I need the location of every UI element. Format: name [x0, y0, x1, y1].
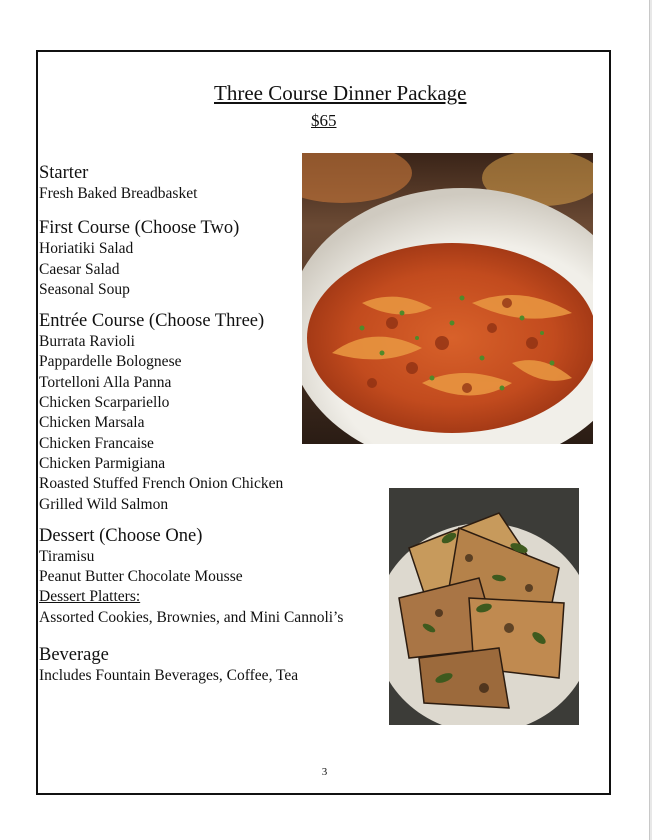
- menu-price: $65: [311, 111, 337, 130]
- menu-item: Includes Fountain Beverages, Coffee, Tea: [39, 667, 299, 685]
- menu-item: Chicken Parmigiana: [39, 454, 166, 472]
- menu-item: Pappardelle Bolognese: [39, 353, 182, 371]
- pasta-photo: [302, 153, 593, 444]
- section-dessert: [39, 525, 389, 628]
- menu-item: Assorted Cookies, Brownies, and Mini Cannoli’s: [39, 608, 344, 626]
- menu-item: Chicken Francaise: [39, 434, 154, 452]
- menu-item: Chicken Scarpariello: [39, 394, 170, 412]
- menu-item: Tiramisu: [39, 547, 95, 565]
- menu-item: Horiatiki Salad: [39, 240, 134, 258]
- section-beverage: [39, 644, 389, 686]
- menu-subheading: Dessert Platters:: [39, 588, 141, 606]
- menu-item: Peanut Butter Chocolate Mousse: [39, 568, 243, 586]
- page-number: 3: [321, 766, 328, 778]
- section-heading: Entrée Course (Choose Three): [39, 311, 265, 332]
- menu-item: Burrata Ravioli: [39, 333, 135, 351]
- menu-item: Tortelloni Alla Panna: [39, 373, 172, 391]
- section-heading: First Course (Choose Two): [39, 218, 240, 239]
- menu-item: Seasonal Soup: [39, 280, 130, 298]
- menu-item: Chicken Marsala: [39, 414, 145, 432]
- section-heading: Dessert (Choose One): [39, 525, 203, 546]
- eggplant-photo: [389, 488, 579, 725]
- section-heading: Starter: [39, 163, 89, 183]
- menu-item: Grilled Wild Salmon: [39, 495, 169, 513]
- menu-item: Caesar Salad: [39, 260, 120, 278]
- section-heading: Beverage: [39, 645, 109, 666]
- menu-item: Fresh Baked Breadbasket: [39, 185, 198, 202]
- menu-title: Three Course Dinner Package: [214, 81, 467, 105]
- menu-item: Roasted Stuffed French Onion Chicken: [39, 475, 284, 493]
